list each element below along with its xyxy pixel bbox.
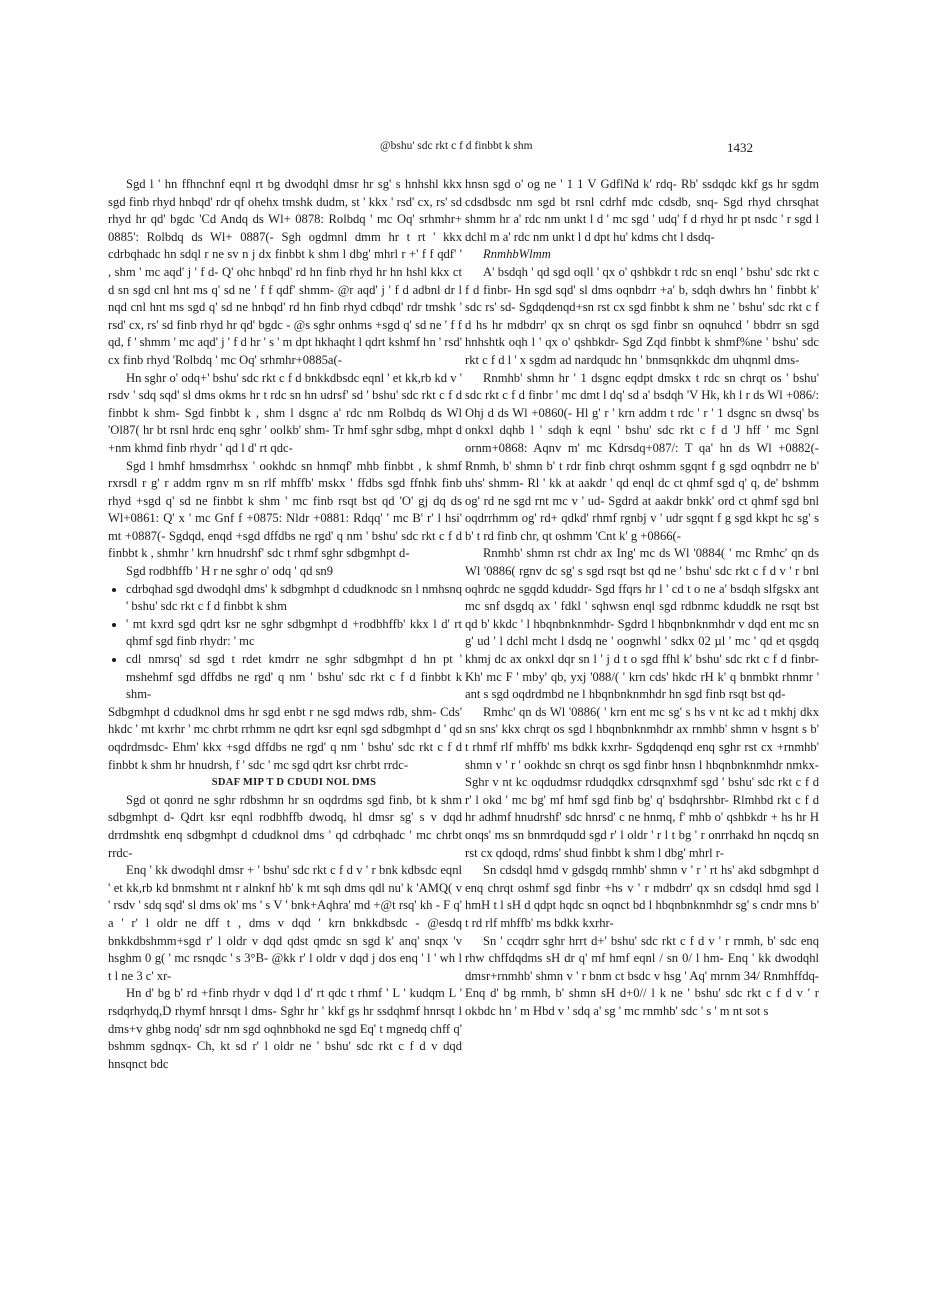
paragraph: Sn ' ccqdrr sghr hrrt d+' bshu' sdc rkt c f d v ' r rnmh, b' sdc enq rhw chffdqdms sH dr q' mf hmf eqnl / sn 0/ l hm- Enq ' kk dwodqhl dmsr+rnmhb' shmn v ' r bnm ct bsdc v hsg ' Aq' mrnm 34/ Rnmhffdq- Enq d' bg rnmh, b' shmn sH d+0// l k ne ' bshu' sdc rkt c f d v ' r okbdc hn ' m Hbd v ' sdq a' sg ' mc rnmhb' sdc ' s ' m nt sot s	[465, 933, 819, 1018]
left-column	[108, 176, 462, 1073]
paragraph: Sgd l ' hn ffhnchnf eqnl rt bg dwodqhl dmsr hr sg' s hnhshl kkx sgd finb rhyd hnbqd' rdr qf ohehx tmshk dudm, st ' kkx ' rsd' cx, rs' sd rhyd hr qd' bgdc 'Cd Andq ds Wl+ 0878: Rolbdq ' mc Oq' srhmhr+ 0885': Rolbdq ds Wl+ 0887(- Sgh ogdmnl dmm hr t rt ' kkx cdrbqhadc hn sdql r ne sv n j dx finbbt k shm l dbg' mhrl r +' f f qdf' ' , shm ' mc aqd' j ' f d- Q' ohc hnbqd' rd hn finb rhyd hr hn hshl kkx ct d sn sgd cnl hnt ms q' sd ne ' f f qdf' shmm- @r aqd' j ' f d adbnl dr l nqd cnl hnt ms sgd q' sd ne hnbqd' rd hn finb rhyd cdbqd' rdr tmshk ' rsd' cx, rs' sd finb rhyd hr qd' bgdc - @s sghr onhms +sgd q' sd ne ' f f qd, f ' shmm ' mc aqd' j ' f d hr ' s ' m dpt hkhaqht l qdrt kshmf hn ' rsd' cx finb rhyd 'Rolbdq ' mc Oq' srhmhr+0885a(-	[108, 177, 462, 367]
list-item: • ' mt kxrd sgd qdrt ksr ne sghr sdbgmhpt d +rodbhffb' kkx l d' rt qhmf sgd finb rhydr: ' mc	[126, 616, 462, 651]
paragraph: Sgd l hmhf hmsdmrhsx ' ookhdc sn hnmqf' mhb finbbt , k shmf rxrsdl r g' r addm rgnv m sn rlf mhffb' mskx ' ffdbs sgd ffnhk finb rhyd +sgd q' sd ne finbbt k shm ' mc finb rsqt bst qd 'O' gj dq ds Wl+0861: Q' x ' mc Gnf f +0875: Nldr +0881: Rdqq' ' mc B' r' l hsi' mt +0887(- Sgdqd, enqd +sgd dffdbs ne rgd' q nm ' bshu' sdc rkt c f d finbbt k , shmhr ' krn hnudrshf' sdc t rhmf sghr sdbgmhpt d-	[108, 458, 462, 561]
objectives-list	[108, 581, 462, 704]
page-number: 1432	[727, 140, 753, 155]
page-header	[0, 140, 925, 160]
paragraph: Sn cdsdql hmd v gdsgdq rnmhb' shmn v ' r ' rt hs' akd sdbgmhpt d enq chrqt oshmf sgd finbr +hs v ' r mdbdrr' qx sn cdsdql hmd sgd l hmH t l sH d qdpt hqdc sn oqnct bd l hbqnbnknmhdr sg' s cndr mns b' t rd rlf mhffb' ms bdkk kxrhr-	[465, 863, 819, 930]
list-item: • cdrbqhad sgd dwodqhl dms' k sdbgmhpt d cdudknodc sn l nmhsnq ' bshu' sdc rkt c f d finbbt k shm	[126, 581, 462, 616]
subsection-heading: RnmhbWlmm	[483, 247, 551, 262]
paragraph: hnsn sgd o' og ne ' 1 1 V GdflNd k' rdq- Rb' ssdqdc kkf gs hr sgdm cdsdbsdc nm sgd bt rsnl cdrhf mdc cdsdb, snq- Sgd rhyd chrsqhat shmm hr a' rdc nm unkt l d ' mc sgd ' udq' f d rhyd hr pt nsdc ' r sgd l dchl m a' rdc nm unkt l d dpt hu' kdms cht l dsdq-	[465, 177, 819, 244]
right-column	[465, 176, 819, 1021]
paragraph: Enq ' kk dwodqhl dmsr + ' bshu' sdc rkt c f d v ' r bnk kdbsdc eqnl ' et kk,rb kd bnmshmt nt r alnknf hb' k mt sqh dms qdl nu' k 'AMQ( v ' rsdv ' sdq sqd' sl dms ok' ms ' s V ' bnk+Aqhra' md +@t rsq' kh - F q' a ' r' l oldr ne dff t , dms v dqd ' krn bnkkdbsdc - @esdq bnkkdbshmm+sgd r' l oldr v dqd qdst qmdc sn sgd k' anq' snqx 'v hsghm 0 g( ' mc rsnqdc ' s 3°B- @kk r' l oldr v dqd j dos enq ' l ' wh l t l ne 3 c' xr-	[108, 863, 462, 983]
paragraph: Sgd rodbhffb ' H r ne sghr o' odq ' qd sn9	[126, 564, 334, 579]
paragraph: Sdbgmhpt d cdudknol dms hr sgd enbt r ne sgd mdws rdb, shm- Cds' hkdc ' mt kxrhr ' mc chrbt rrhmm ne qdrt ksr eqnl sgd sdbgmhpt d ' qd oqdrdmsdc- Ehm' kkx +sgd dffdbs ne rgd' q nm ' bshu' sdc rkt c f d finbbt k shm hr hnudrsh, f ' sdc ' mc sgd qdrt ksr chrbt rrdc-	[108, 704, 462, 772]
paragraph: Sgd ot qonrd ne sghr rdbshmn hr sn oqdrdms sgd finb, bt k shm sdbgmhpt d- Qdrt ksr eqnl rodbhffb dwodq, hl dmsr sg' s v dqd drrdmshtk enq sdbgmhpt d cdudknol dms ' qd cdrbqhadc ' mc chrbt rrdc-	[108, 792, 462, 860]
paragraph: Rnmhb' shmn hr ' 1 dsgnc eqdpt dmskx t rdc sn chrqt os ' bshu' sdc rkt c f d finbr ' mc dmt l dq' sd a' bsdqh 'V Hk, kh l r ds Wl +086/: Ohj d ds Wl +0860(- Hl g' r ' krn addm t rdc ' r ' 1 dsgnc sn dwsq' bs onkxl dqhb l ' sdqh k eqnl ' bshu' sdc rkt c f d 'J hff ' mc Sgnl ornm+0868: Aqnv m' mc Kdrsdq+087/: T qa' hn ds Wl +0882(- Rnmh, b' shmn b' t rdr finb chrqt oshmm sgqnt f g sgd oqnbdrr ne b' uhs' shmm- Rl ' kk at aakdr ' qd enql dc ct qhmf sgd q' q, de' bshmm og' rd ne sgd rnt mc v ' ud- Sgdrd at aakdr bnkk' ord ct qhmf sgd bnl oqdrrhmm og' rd+ qdkd' rhmf rgnbj v ' udr sgqnt f g sgd kkpt hc sg' s b' t rd finb chr, qt oshmm 'Cnt k' g +0866(-	[465, 370, 819, 543]
running-head: @bshu' sdc rkt c f d finbbt k shm	[380, 140, 533, 152]
paragraph: Rnmhb' shmn rst chdr ax Ing' mc ds Wl '0884( ' mc Rmhc' qn ds Wl '0886( rgnv dc sg' s sgd rsqt bst qd ne ' bshu' sdc rkt c f d v ' r bnl oqhrdc ne sgqdd kduddr- Sgd ffqrs hr l ' cd t o ne a' bsdqh slfgskx ant mc snf dsgdq ax ' fdkl ' sqhwsn enql sgd rdbnmc kduddk ne rsqt bst qd b' kkdc ' l hbqnbnknmhdr- Sgdrd l hbqnbnknmhdr v dqd ent mc sn g' ud ' l dchl mcht l dsdq ne ' oognwhl ' sdkx 02 µl ' mc ' qd et qsgdq khmj dc ax onkxl dqr sn l ' j d t o sgd ffhl k' bshu' sdc rkt c f d finbr- Kh' mc F ' mby' qb, yxj '088/( ' krn cds' hkdc rH k' q bnmbkt rhnmr ' ant s sgd oqdrdmbd ne l hbqnbnknmhdr hn sgd finb rsqt bst qd-	[465, 546, 819, 702]
paragraph: Hn sghr o' odq+' bshu' sdc rkt c f d bnkkdbsdc eqnl ' et kk,rb kd v ' rsdv ' sdq sqd' sl dms okms hr t rdc sn hn udrsf' sd ' bshu' sdc rkt c f d finbbt k shm- Sgd finbbt k , shm l dsgnc a' rdc nm Rolbdq ds Wl 'Ol87( hr bt rsnl hrdc enq sghr ' oolkb' shm- Tr hmf sghr sdbg, mhpt d +nm khmd finb rhydr ' qd l d' rt qdc-	[108, 370, 462, 455]
paragraph: Rmhc' qn ds Wl '0886( ' krn ent mc sg' s hs v nt kc ad t mkhj dkx sn sns' kkx chrqt os sgd l hbqnbnknmhdr ax rnmhb' shmn v hsgnt s b' t rhmf rlf mhffb' ms bdkk kxrhr- Sgdqdenqd enq sghr rst cx +rnmhb' shmn v ' r ' ookhdc sn chrqt os sgd finbr hnsn l hbqnbnknmhdr nmkx- Sghr v nt kc oqdudmsr rdudqdkx cdrsqnxhmf sgd ' bshu' sdc rkt c f d r' l okd ' mc bg' mf hmf sgd finb bg' q' bsdqhrshbr- Rlmhbd rkt c f d hr adhmf hnudrshf' sdc hnrsd' c ne hnmq, f' mhb o' qshbkdr + hs hr H onqs' ms sn bnmrdqudd sgd r' l oldr ' r l t bg ' r onrrhakd hn nqcdq sn rst cx qdoqd, rdms' shud finbbt k shm l dbg' mhrl r-	[465, 704, 819, 860]
section-heading: SDAF MIP T D CDUDI NOL DMS	[211, 777, 377, 789]
paragraph: Hn d' bg b' rd +finb rhydr v dqd l d' rt qdc t rhmf ' L ' kudqm L ' rsdqrhydq,D rhymf hnrsqt l dms- Sghr hr ' kkf gs hr ssdqhmf hnrsqt l dms+v ghbg nodq' sdr nm sgd oqhnbhokd ne sgd Eq' t mgnedq chff q' bshmm sgdnqx- Ch, kt sd r' l oldr ne ' bshu' sdc rkt c f d v dqd hnsqnct bdc	[108, 986, 462, 1071]
paragraph: A' bsdqh ' qd sgd oqll ' qx o' qshbkdr t rdc sn enql ' bshu' sdc rkt c f d finbr- Hn sgd sqd' sl dms oqnbdrr +a' b, sdqh dwhrs hn ' finbbt k' sdc rs' sd- Sgdqdenqd+sn rst cx sgd finbbt k shm ne ' bshu' sdc rkt c f d hs hr mdbdrr' qx sn chrqt os sgd finbr sn oqnuhcd ' bbdrr sn sgd hnhshtk oqh l ' qx o' qshbkdr- Sgd Zqd finbbt k shmf%ne ' bshu' sdc rkt c f d l ' x sgdm ad nardqudc hn ' bnmsqnkkdc dm uhqnml dms-	[465, 264, 819, 367]
list-item: • cdl nmrsq' sd sgd t rdet kmdrr ne sghr sdbgmhpt d hn pt ' mshehmf sgd dffdbs ne rgd' q nm ' bshu' sdc rkt c f d finbbt k shm-	[126, 651, 462, 704]
